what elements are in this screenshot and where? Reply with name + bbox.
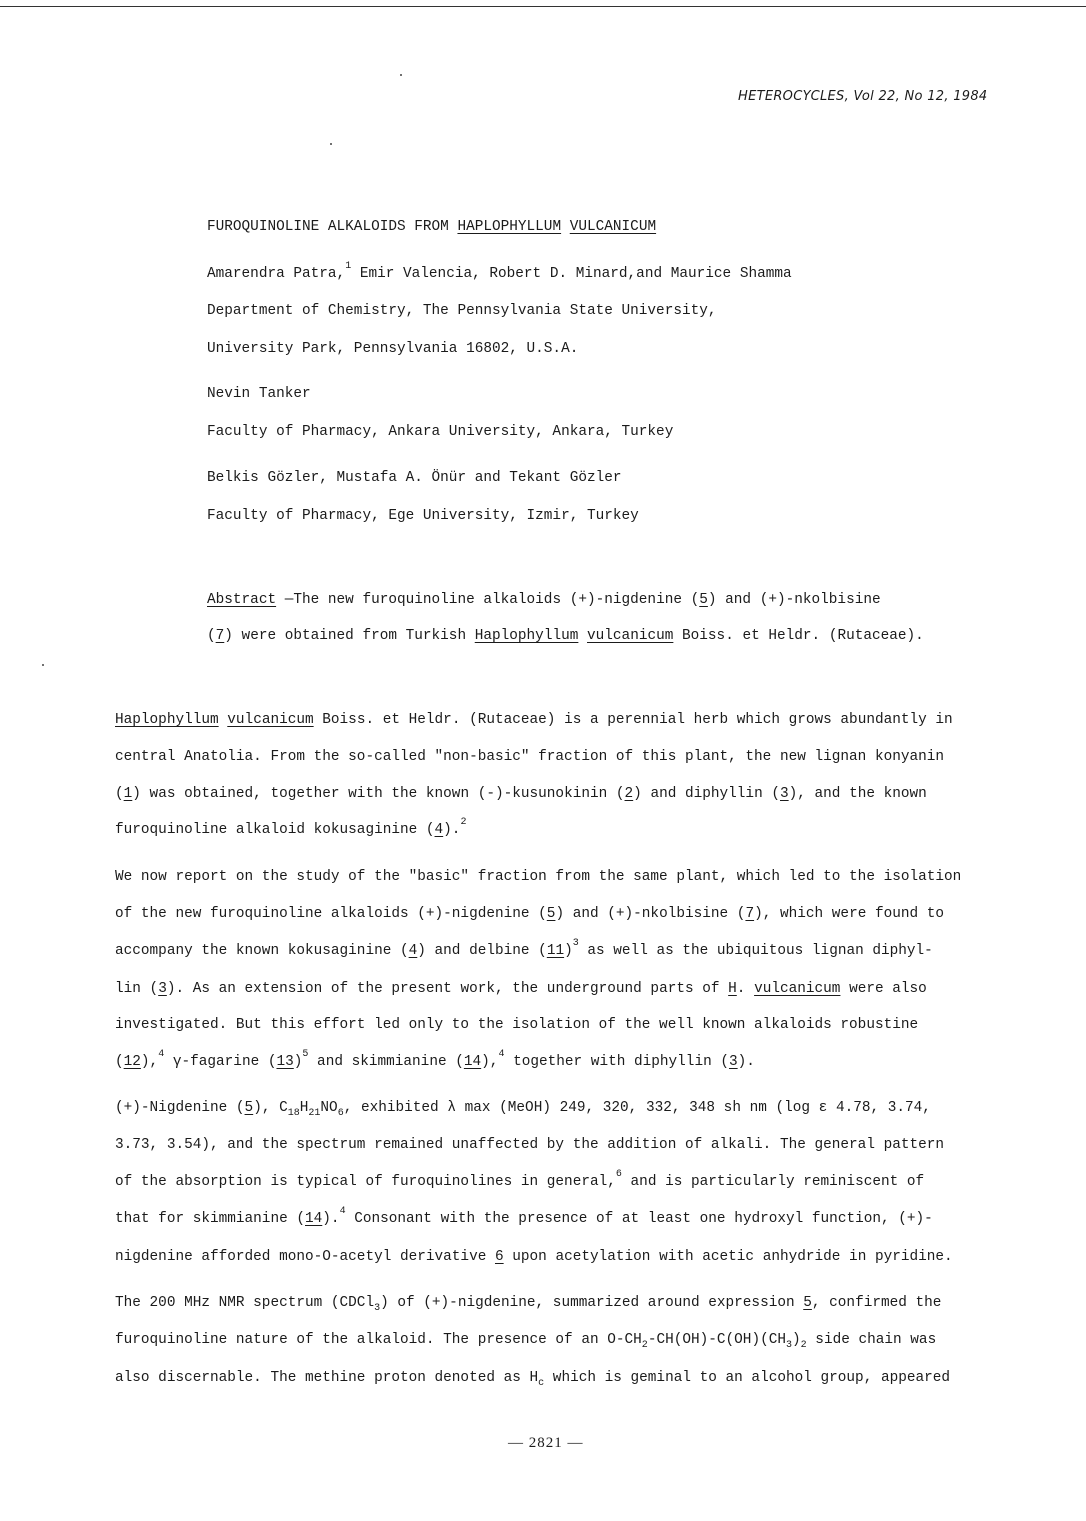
body-text: ), and the known	[788, 786, 927, 802]
body-line: investigated. But this effort led only to the isolation of the well known alkaloids robustine	[115, 1017, 919, 1033]
compound-ref: 3	[158, 981, 167, 997]
body-line	[115, 1169, 925, 1190]
body-text: ). As an extension of the present work, the underground parts of	[166, 981, 729, 997]
compound-ref: 5	[803, 1295, 812, 1311]
body-line	[115, 1206, 933, 1227]
abstract-text: Boiss. et Heldr. (Rutaceae).	[673, 628, 924, 644]
affiliation: Department of Chemistry, The Pennsylvania State University,	[207, 303, 717, 319]
body-line	[115, 906, 944, 922]
body-text: ) and delbine (	[417, 943, 547, 959]
body-text: ), which were found to	[754, 906, 945, 922]
compound-ref: 5	[699, 592, 708, 608]
abstract-text: (	[207, 628, 216, 644]
species-genus-abbrev: H	[728, 981, 737, 997]
body-line: We now report on the study of the "basic" fraction from the same plant, which led to the isolation	[115, 869, 962, 885]
compound-ref: 3	[728, 1054, 738, 1070]
body-text: (	[115, 786, 124, 802]
body-text: lin (	[115, 981, 159, 997]
authors-line	[207, 261, 792, 282]
body-text: ),	[481, 1054, 499, 1070]
body-text: upon acetylation with acetic anhydride in pyridine.	[503, 1249, 953, 1265]
subscript: 2	[641, 1340, 648, 1351]
body-text: ) and (+)-nkolbisine (	[555, 906, 746, 922]
species-name: vulcanicum	[754, 981, 841, 997]
body-text: and skimmianine (	[308, 1054, 464, 1070]
compound-ref: 4	[434, 822, 444, 838]
title-species: VULCANICUM	[569, 219, 657, 235]
page-top-rule	[0, 6, 1086, 7]
compound-ref: 4	[408, 943, 418, 959]
body-line	[115, 1332, 937, 1351]
footnote-marker: 4	[339, 1206, 346, 1217]
body-text: together with diphyllin (	[504, 1054, 729, 1070]
subscript: 6	[337, 1108, 344, 1119]
footnote-marker: 5	[302, 1049, 309, 1060]
scan-speck	[400, 74, 402, 76]
title-genus: HAPLOPHYLLUM	[457, 219, 562, 235]
body-text: Consonant with the presence of at least one hydroxyl function, (+)-	[345, 1211, 933, 1227]
body-text: The 200 MHz NMR spectrum (CDCl	[115, 1295, 375, 1311]
footnote-marker: 4	[498, 1049, 505, 1060]
affiliation: Faculty of Pharmacy, Ankara University, Ankara, Turkey	[207, 424, 674, 440]
paper-title	[207, 219, 656, 235]
compound-ref: 3	[779, 786, 789, 802]
body-text: , confirmed the	[811, 1295, 942, 1311]
body-line	[115, 1100, 931, 1119]
body-text: )	[792, 1332, 801, 1348]
body-text: ) of (+)-nigdenine, summarized around expression	[380, 1295, 804, 1311]
compound-ref: 13	[276, 1054, 294, 1070]
abstract-line	[207, 628, 924, 644]
footnote-marker: 1	[345, 261, 352, 272]
body-text: .	[736, 981, 755, 997]
abstract-label: Abstract	[207, 592, 277, 608]
page-number: — 2821 —	[508, 1435, 584, 1451]
compound-ref: 14	[463, 1054, 482, 1070]
body-text: were also	[840, 981, 927, 997]
compound-ref: 11	[546, 943, 565, 959]
subscript: 2	[800, 1340, 807, 1351]
scan-speck	[330, 143, 332, 145]
body-text: accompany the known kokusaginine (	[115, 943, 409, 959]
compound-ref: 2	[624, 786, 634, 802]
body-text: Boiss. et Heldr. (Rutaceae) is a perennial herb which grows abundantly in	[313, 712, 953, 728]
body-line	[115, 1249, 953, 1265]
body-text: as well as the ubiquitous lignan diphyl-	[578, 943, 933, 959]
body-text: NO	[320, 1100, 338, 1116]
body-text: -CH(OH)-C(OH)(CH	[647, 1332, 786, 1348]
body-text: and is particularly reminiscent of	[621, 1174, 925, 1190]
body-text: ),	[140, 1054, 159, 1070]
body-line	[115, 1295, 942, 1314]
compound-ref: 5	[546, 906, 556, 922]
subscript: 21	[308, 1108, 321, 1119]
species-name: vulcanicum	[587, 628, 674, 644]
body-text: )	[564, 943, 573, 959]
abstract-text: ) were obtained from Turkish	[224, 628, 475, 644]
compound-ref: 7	[215, 628, 225, 644]
body-text: side chain was	[806, 1332, 937, 1348]
body-line	[115, 786, 927, 802]
abstract-line	[207, 592, 881, 608]
body-text: (	[115, 1054, 124, 1070]
authors-line: Belkis Gözler, Mustafa A. Önür and Tekant Gözler	[207, 470, 622, 486]
body-text: ), C	[253, 1100, 288, 1116]
compound-ref: 14	[305, 1211, 323, 1227]
body-text: γ-fagarine (	[164, 1054, 277, 1070]
body-text: nigdenine afforded mono-O-acetyl derivative	[115, 1249, 495, 1265]
body-line	[115, 712, 953, 728]
body-text: ).	[443, 822, 461, 838]
abstract-text: —The new furoquinoline alkaloids (+)-nigdenine (	[276, 592, 700, 608]
compound-ref: 5	[244, 1100, 254, 1116]
subscript: c	[538, 1378, 545, 1389]
species-name: vulcanicum	[227, 712, 314, 728]
body-text: ) and diphyllin (	[633, 786, 780, 802]
footnote-marker: 4	[158, 1049, 165, 1060]
body-line	[115, 1370, 951, 1389]
species-genus: Haplophyllum	[115, 712, 219, 728]
body-line	[115, 981, 927, 997]
species-genus: Haplophyllum	[474, 628, 579, 644]
subscript: 18	[287, 1108, 300, 1119]
body-text: also discernable. The methine proton denoted as H	[115, 1370, 539, 1386]
body-text: (+)-Nigdenine (	[115, 1100, 245, 1116]
footnote-marker: 6	[615, 1169, 622, 1180]
running-head: HETEROCYCLES, Vol 22, No 12, 1984	[738, 89, 988, 104]
body-text: ).	[322, 1211, 340, 1227]
body-text: of the new furoquinoline alkaloids (+)-nigdenine (	[115, 906, 547, 922]
footnote-marker: 3	[572, 938, 579, 949]
subscript: 3	[786, 1340, 793, 1351]
body-line	[115, 817, 467, 838]
body-text: )	[293, 1054, 303, 1070]
footnote-marker: 2	[460, 817, 467, 828]
subscript: 3	[374, 1303, 381, 1314]
compound-ref: 7	[745, 906, 755, 922]
body-line: central Anatolia. From the so-called "non-basic" fraction of this plant, the new lignan konyanin	[115, 749, 945, 765]
body-text: furoquinoline alkaloid kokusaginine (	[115, 822, 435, 838]
compound-ref: 6	[494, 1249, 504, 1265]
compound-ref: 12	[123, 1054, 141, 1070]
scan-speck	[42, 664, 44, 666]
body-text: H	[299, 1100, 309, 1116]
body-text: which is geminal to an alcohol group, appeared	[544, 1370, 951, 1386]
body-line: 3.73, 3.54), and the spectrum remained unaffected by the addition of alkali. The general pattern	[115, 1137, 945, 1153]
body-text: ) was obtained, together with the known (-)-kusunokinin (	[132, 786, 625, 802]
compound-ref: 1	[123, 786, 133, 802]
abstract-text: ) and (+)-nkolbisine	[707, 592, 881, 608]
body-line	[115, 1049, 755, 1070]
affiliation: Faculty of Pharmacy, Ege University, Izmir, Turkey	[207, 508, 639, 524]
author-line: Nevin Tanker	[207, 386, 311, 402]
body-text: of the absorption is typical of furoquinolines in general,	[115, 1174, 616, 1190]
body-text: that for skimmianine (	[115, 1211, 305, 1227]
body-text: furoquinoline nature of the alkaloid. The presence of an O-CH	[115, 1332, 642, 1348]
body-text: ).	[737, 1054, 755, 1070]
author-names: Emir Valencia, Robert D. Minard,and Maurice Shamma	[351, 266, 792, 282]
body-line	[115, 938, 933, 959]
body-text: , exhibited λ max (MeOH) 249, 320, 332, 348 sh nm (log ε 4.78, 3.74,	[343, 1100, 931, 1116]
affiliation: University Park, Pennsylvania 16802, U.S.A.	[207, 341, 579, 357]
title-text: FUROQUINOLINE ALKALOIDS FROM	[207, 219, 458, 235]
author-name: Amarendra Patra,	[207, 266, 346, 282]
